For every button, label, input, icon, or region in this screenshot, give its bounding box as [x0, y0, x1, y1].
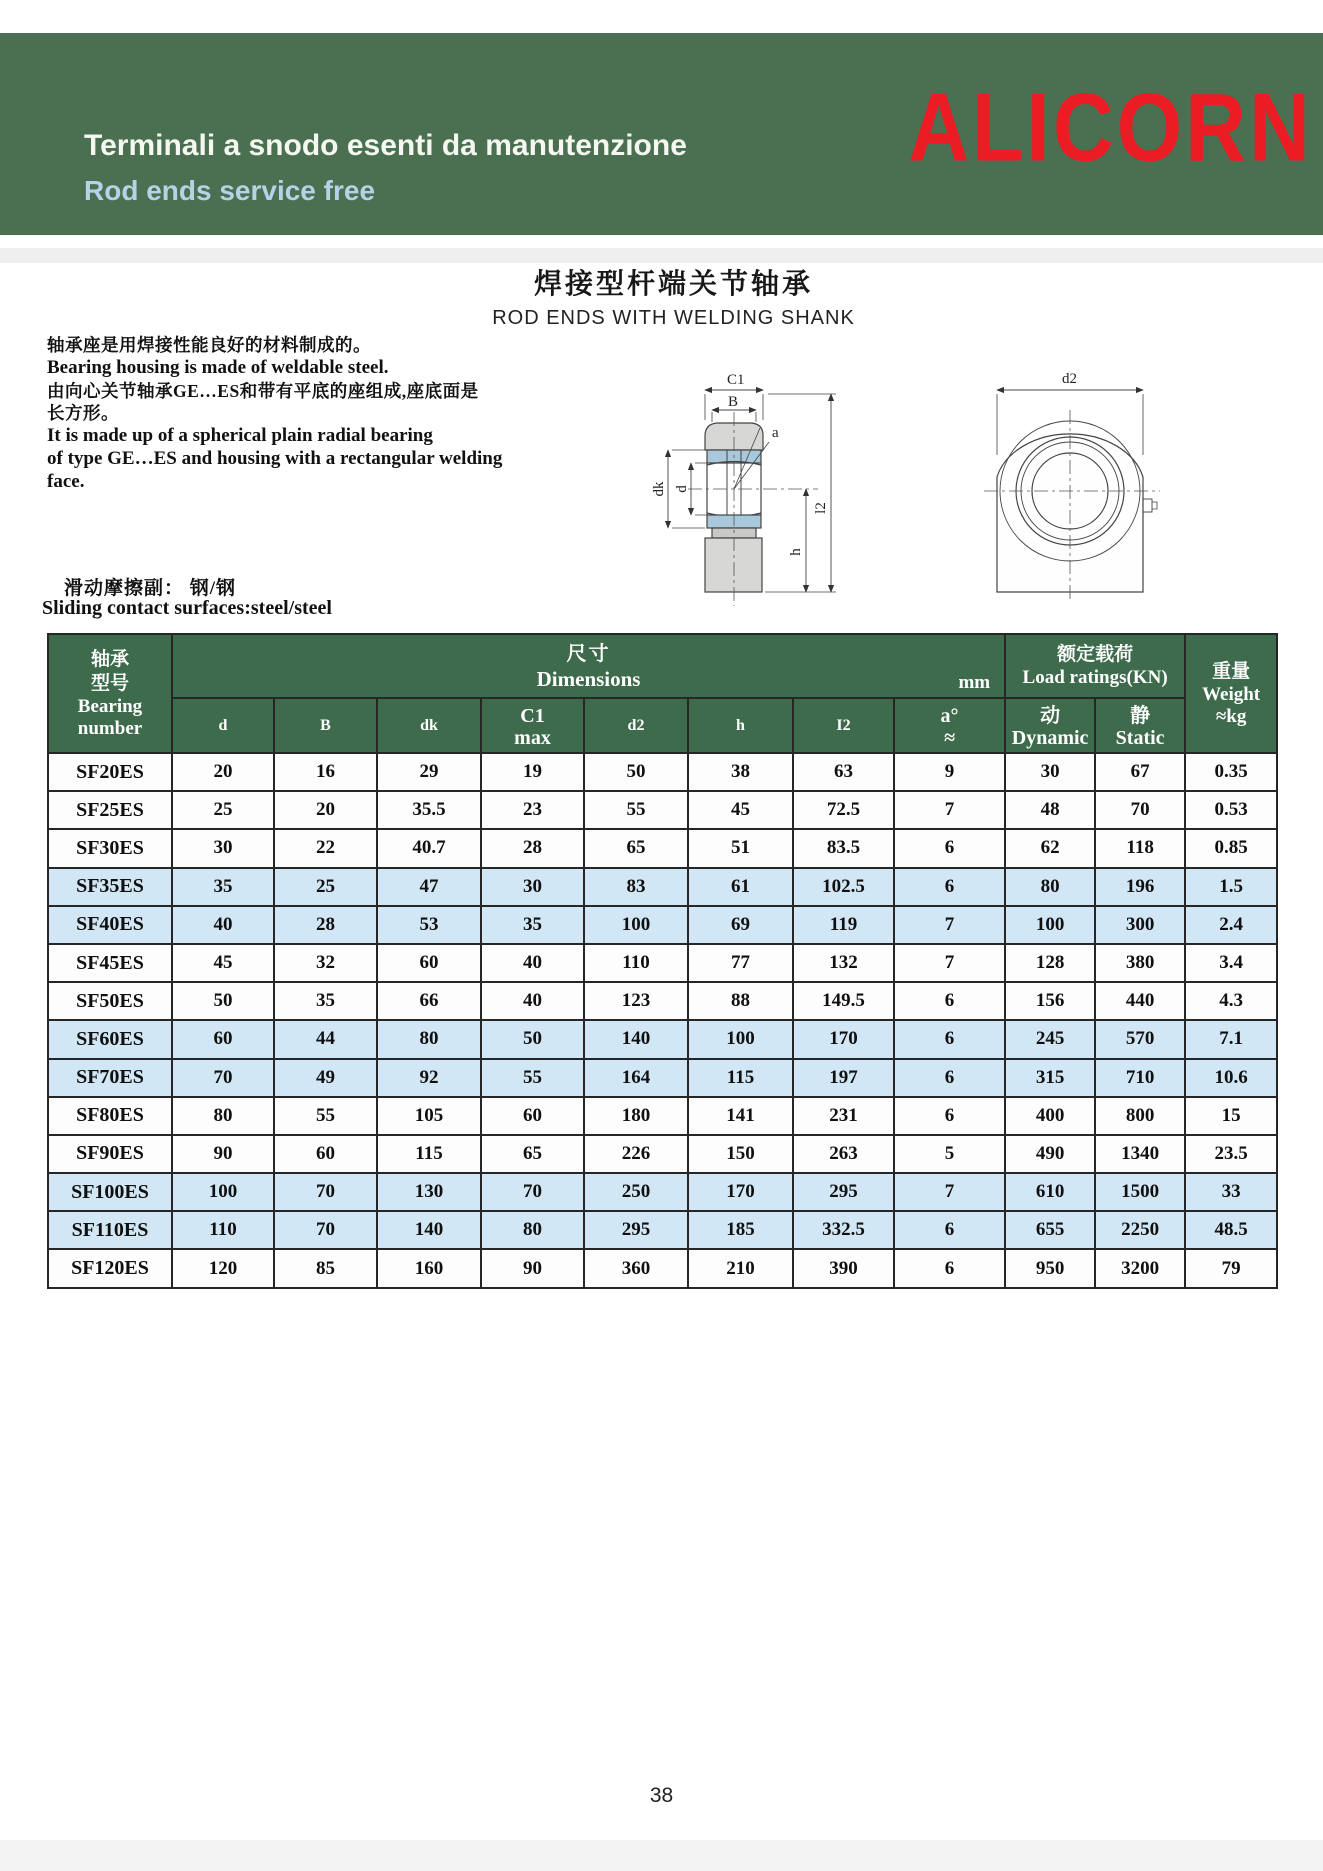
value-cell: 149.5: [793, 982, 894, 1020]
value-cell: 210: [688, 1249, 793, 1287]
value-cell: 800: [1095, 1097, 1185, 1135]
page-number: 38: [649, 1784, 674, 1807]
value-cell: 25: [274, 868, 377, 906]
table-row: [48, 1173, 1277, 1211]
value-cell: 35.5: [377, 791, 481, 829]
description-line: 轴承座是用焊接性能良好的材料制成的。: [47, 335, 371, 355]
value-cell: 140: [584, 1020, 688, 1058]
bearing-model-cell: SF100ES: [48, 1173, 172, 1211]
value-cell: 5: [894, 1135, 1005, 1173]
header-weight-unit: ≈kg: [1215, 705, 1247, 727]
value-cell: 185: [688, 1211, 793, 1249]
value-cell: 3200: [1095, 1249, 1185, 1287]
table-row: [48, 1020, 1277, 1058]
bearing-model-cell: SF35ES: [48, 868, 172, 906]
value-cell: 48.5: [1185, 1211, 1277, 1249]
value-cell: 67: [1095, 753, 1185, 791]
value-cell: 6: [894, 1020, 1005, 1058]
value-cell: 9: [894, 753, 1005, 791]
value-cell: 49: [274, 1059, 377, 1097]
value-cell: 610: [1005, 1173, 1095, 1211]
value-cell: 7: [894, 1173, 1005, 1211]
value-cell: 100: [688, 1020, 793, 1058]
bearing-model-cell: SF80ES: [48, 1097, 172, 1135]
value-cell: 170: [793, 1020, 894, 1058]
value-cell: 196: [1095, 868, 1185, 906]
sliding-contact-english: Sliding contact surfaces:steel/steel: [42, 597, 332, 619]
value-cell: 47: [377, 868, 481, 906]
value-cell: 950: [1005, 1249, 1095, 1287]
value-cell: 1500: [1095, 1173, 1185, 1211]
value-cell: 16: [274, 753, 377, 791]
col-header-dynamic-en: Dynamic: [1011, 726, 1089, 749]
value-cell: 88: [688, 982, 793, 1020]
value-cell: 35: [274, 982, 377, 1020]
header-bearing-number: [48, 634, 172, 753]
value-cell: 105: [377, 1097, 481, 1135]
value-cell: 440: [1095, 982, 1185, 1020]
dim-label-h: h: [788, 548, 804, 556]
description-line: 由向心关节轴承GE…ES和带有平底的座组成,座底面是: [47, 380, 479, 401]
col-header-dynamic-cn: 动: [1040, 704, 1061, 727]
table-row: [48, 906, 1277, 944]
dim-label-l2: l2: [813, 502, 829, 514]
value-cell: 45: [172, 944, 274, 982]
value-cell: 118: [1095, 829, 1185, 867]
header-bearing-en: number: [77, 717, 143, 739]
value-cell: 60: [274, 1135, 377, 1173]
header-weight: [1185, 634, 1277, 753]
value-cell: 250: [584, 1173, 688, 1211]
col-header-a: [894, 698, 1005, 753]
value-cell: 6: [894, 829, 1005, 867]
value-cell: 7.1: [1185, 1020, 1277, 1058]
dim-label-dk: dk: [651, 481, 667, 497]
header-bearing-en: Bearing: [77, 695, 143, 717]
value-cell: 80: [1005, 868, 1095, 906]
value-cell: 83.5: [793, 829, 894, 867]
value-cell: 55: [584, 791, 688, 829]
value-cell: 115: [688, 1059, 793, 1097]
value-cell: 69: [688, 906, 793, 944]
col-header-h: h: [688, 698, 793, 753]
value-cell: 80: [172, 1097, 274, 1135]
value-cell: 315: [1005, 1059, 1095, 1097]
col-header-l2: I2: [793, 698, 894, 753]
value-cell: 7: [894, 944, 1005, 982]
value-cell: 150: [688, 1135, 793, 1173]
value-cell: 19: [481, 753, 584, 791]
front-view-drawing: [984, 390, 1160, 601]
value-cell: 120: [172, 1249, 274, 1287]
value-cell: 0.35: [1185, 753, 1277, 791]
value-cell: 51: [688, 829, 793, 867]
value-cell: 15: [1185, 1097, 1277, 1135]
value-cell: 10.6: [1185, 1059, 1277, 1097]
value-cell: 156: [1005, 982, 1095, 1020]
bearing-model-cell: SF50ES: [48, 982, 172, 1020]
front-view-labels: [1062, 371, 1077, 387]
header-dimensions-en: Dimensions: [536, 667, 641, 691]
value-cell: 102.5: [793, 868, 894, 906]
description-line: Bearing housing is made of weldable steel.: [47, 356, 389, 378]
sliding-contact-chinese: 滑动摩擦副： 钢/钢: [64, 578, 237, 599]
bearing-model-cell: SF45ES: [48, 944, 172, 982]
value-cell: 2250: [1095, 1211, 1185, 1249]
value-cell: 710: [1095, 1059, 1185, 1097]
value-cell: 32: [274, 944, 377, 982]
value-cell: 1.5: [1185, 868, 1277, 906]
value-cell: 28: [481, 829, 584, 867]
value-cell: 70: [274, 1173, 377, 1211]
header-weight-cn: 重量: [1212, 660, 1251, 682]
bearing-model-cell: SF30ES: [48, 829, 172, 867]
value-cell: 44: [274, 1020, 377, 1058]
value-cell: 92: [377, 1059, 481, 1097]
value-cell: 30: [481, 868, 584, 906]
header-dimensions-cn: 尺寸: [566, 643, 611, 665]
value-cell: 115: [377, 1135, 481, 1173]
col-header-static: [1095, 698, 1185, 753]
value-cell: 70: [481, 1173, 584, 1211]
col-header-a-approx: ≈: [944, 726, 956, 749]
value-cell: 30: [1005, 753, 1095, 791]
value-cell: 7: [894, 906, 1005, 944]
value-cell: 66: [377, 982, 481, 1020]
value-cell: 141: [688, 1097, 793, 1135]
value-cell: 160: [377, 1249, 481, 1287]
value-cell: 50: [481, 1020, 584, 1058]
table-row: [48, 753, 1277, 791]
value-cell: 119: [793, 906, 894, 944]
bearing-model-cell: SF120ES: [48, 1249, 172, 1287]
value-cell: 55: [274, 1097, 377, 1135]
value-cell: 170: [688, 1173, 793, 1211]
header-bearing-cn: 型号: [90, 672, 129, 694]
value-cell: 380: [1095, 944, 1185, 982]
unit-label-mm: mm: [958, 672, 991, 693]
col-header-B: B: [274, 698, 377, 753]
value-cell: 6: [894, 1211, 1005, 1249]
col-header-dk: dk: [377, 698, 481, 753]
value-cell: 180: [584, 1097, 688, 1135]
description-line: of type GE…ES and housing with a rectangular welding: [47, 447, 503, 469]
bearing-model-cell: SF40ES: [48, 906, 172, 944]
specifications-table: [47, 633, 1278, 1289]
value-cell: 245: [1005, 1020, 1095, 1058]
table-row: [48, 982, 1277, 1020]
header-weight-en: Weight: [1202, 683, 1261, 705]
value-cell: 65: [584, 829, 688, 867]
value-cell: 40: [481, 982, 584, 1020]
value-cell: 79: [1185, 1249, 1277, 1287]
value-cell: 0.53: [1185, 791, 1277, 829]
value-cell: 20: [274, 791, 377, 829]
table-row: [48, 944, 1277, 982]
value-cell: 55: [481, 1059, 584, 1097]
description-line: It is made up of a spherical plain radial bearing: [47, 425, 433, 447]
header-load-en: Load ratings(KN): [1022, 667, 1168, 688]
value-cell: 63: [793, 753, 894, 791]
value-cell: 128: [1005, 944, 1095, 982]
value-cell: 570: [1095, 1020, 1185, 1058]
dim-label-d2: d2: [1062, 371, 1077, 387]
value-cell: 50: [584, 753, 688, 791]
value-cell: 25: [172, 791, 274, 829]
banner-title-english: Rod ends service free: [84, 175, 376, 206]
value-cell: 6: [894, 1059, 1005, 1097]
value-cell: 123: [584, 982, 688, 1020]
value-cell: 28: [274, 906, 377, 944]
value-cell: 35: [481, 906, 584, 944]
value-cell: 6: [894, 1249, 1005, 1287]
description-line: 长方形。: [47, 403, 119, 424]
value-cell: 490: [1005, 1135, 1095, 1173]
value-cell: 23: [481, 791, 584, 829]
col-header-c1-max: [481, 698, 584, 753]
value-cell: 295: [793, 1173, 894, 1211]
value-cell: 4.3: [1185, 982, 1277, 1020]
value-cell: 226: [584, 1135, 688, 1173]
value-cell: 100: [584, 906, 688, 944]
value-cell: 80: [377, 1020, 481, 1058]
value-cell: 70: [1095, 791, 1185, 829]
table-row: [48, 791, 1277, 829]
bearing-model-cell: SF110ES: [48, 1211, 172, 1249]
table-row: [48, 1211, 1277, 1249]
value-cell: 40: [172, 906, 274, 944]
col-header-c1: C1: [520, 704, 545, 727]
value-cell: 40: [481, 944, 584, 982]
value-cell: 38: [688, 753, 793, 791]
value-cell: 60: [481, 1097, 584, 1135]
value-cell: 80: [481, 1211, 584, 1249]
technical-drawings: [0, 0, 1323, 660]
value-cell: 400: [1005, 1097, 1095, 1135]
value-cell: 77: [688, 944, 793, 982]
value-cell: 70: [274, 1211, 377, 1249]
table-row: [48, 1097, 1277, 1135]
value-cell: 29: [377, 753, 481, 791]
value-cell: 6: [894, 868, 1005, 906]
value-cell: 7: [894, 791, 1005, 829]
value-cell: 300: [1095, 906, 1185, 944]
value-cell: 83: [584, 868, 688, 906]
value-cell: 3.4: [1185, 944, 1277, 982]
value-cell: 100: [1005, 906, 1095, 944]
value-cell: 100: [172, 1173, 274, 1211]
value-cell: 140: [377, 1211, 481, 1249]
value-cell: 50: [172, 982, 274, 1020]
col-header-a-deg: a°: [940, 704, 959, 727]
header-load-cn: 额定载荷: [1057, 644, 1134, 665]
value-cell: 390: [793, 1249, 894, 1287]
value-cell: 60: [172, 1020, 274, 1058]
table-row: [48, 829, 1277, 867]
value-cell: 60: [377, 944, 481, 982]
value-cell: 30: [172, 829, 274, 867]
value-cell: 263: [793, 1135, 894, 1173]
bearing-model-cell: SF90ES: [48, 1135, 172, 1173]
value-cell: 48: [1005, 791, 1095, 829]
col-header-static-cn: 静: [1130, 704, 1151, 727]
heading-english: ROD ENDS WITH WELDING SHANK: [492, 307, 855, 329]
dim-label-b: B: [728, 394, 739, 410]
value-cell: 130: [377, 1173, 481, 1211]
side-view-drawing: [668, 390, 836, 606]
heading-chinese: 焊接型杆端关节轴承: [533, 269, 813, 300]
value-cell: 35: [172, 868, 274, 906]
value-cell: 6: [894, 1097, 1005, 1135]
value-cell: 231: [793, 1097, 894, 1135]
value-cell: 70: [172, 1059, 274, 1097]
col-header-max: max: [514, 726, 551, 749]
alicorn-logo: ALICORN: [908, 74, 1313, 182]
value-cell: 61: [688, 868, 793, 906]
value-cell: 360: [584, 1249, 688, 1287]
table-row: [48, 868, 1277, 906]
table-row: [48, 1135, 1277, 1173]
value-cell: 33: [1185, 1173, 1277, 1211]
description-line: face.: [47, 470, 85, 492]
table-row: [48, 1249, 1277, 1287]
value-cell: 22: [274, 829, 377, 867]
col-header-dynamic: [1005, 698, 1095, 753]
value-cell: 62: [1005, 829, 1095, 867]
value-cell: 0.85: [1185, 829, 1277, 867]
bearing-model-cell: SF70ES: [48, 1059, 172, 1097]
value-cell: 45: [688, 791, 793, 829]
header-bearing-cn: 轴承: [90, 648, 129, 670]
col-header-d: d: [172, 698, 274, 753]
value-cell: 110: [584, 944, 688, 982]
value-cell: 2.4: [1185, 906, 1277, 944]
banner-title-italian: Terminali a snodo esenti da manutenzione: [84, 129, 687, 162]
col-header-d2: d2: [584, 698, 688, 753]
value-cell: 6: [894, 982, 1005, 1020]
header-dimensions: [172, 634, 1005, 698]
value-cell: 132: [793, 944, 894, 982]
bearing-model-cell: SF20ES: [48, 753, 172, 791]
value-cell: 295: [584, 1211, 688, 1249]
bearing-model-cell: SF60ES: [48, 1020, 172, 1058]
table-row: [48, 1059, 1277, 1097]
value-cell: 72.5: [793, 791, 894, 829]
value-cell: 164: [584, 1059, 688, 1097]
value-cell: 1340: [1095, 1135, 1185, 1173]
value-cell: 23.5: [1185, 1135, 1277, 1173]
value-cell: 332.5: [793, 1211, 894, 1249]
dim-label-c1: C1: [727, 372, 745, 388]
value-cell: 90: [481, 1249, 584, 1287]
table-body: [48, 753, 1277, 1288]
value-cell: 65: [481, 1135, 584, 1173]
dim-label-d: d: [674, 485, 690, 493]
dim-label-a: a: [772, 425, 779, 441]
bearing-model-cell: SF25ES: [48, 791, 172, 829]
bottom-margin-band: [0, 1840, 1323, 1871]
value-cell: 20: [172, 753, 274, 791]
value-cell: 655: [1005, 1211, 1095, 1249]
value-cell: 40.7: [377, 829, 481, 867]
value-cell: 53: [377, 906, 481, 944]
value-cell: 90: [172, 1135, 274, 1173]
value-cell: 110: [172, 1211, 274, 1249]
header-load-ratings: [1005, 634, 1185, 698]
value-cell: 85: [274, 1249, 377, 1287]
col-header-static-en: Static: [1115, 726, 1165, 749]
value-cell: 197: [793, 1059, 894, 1097]
